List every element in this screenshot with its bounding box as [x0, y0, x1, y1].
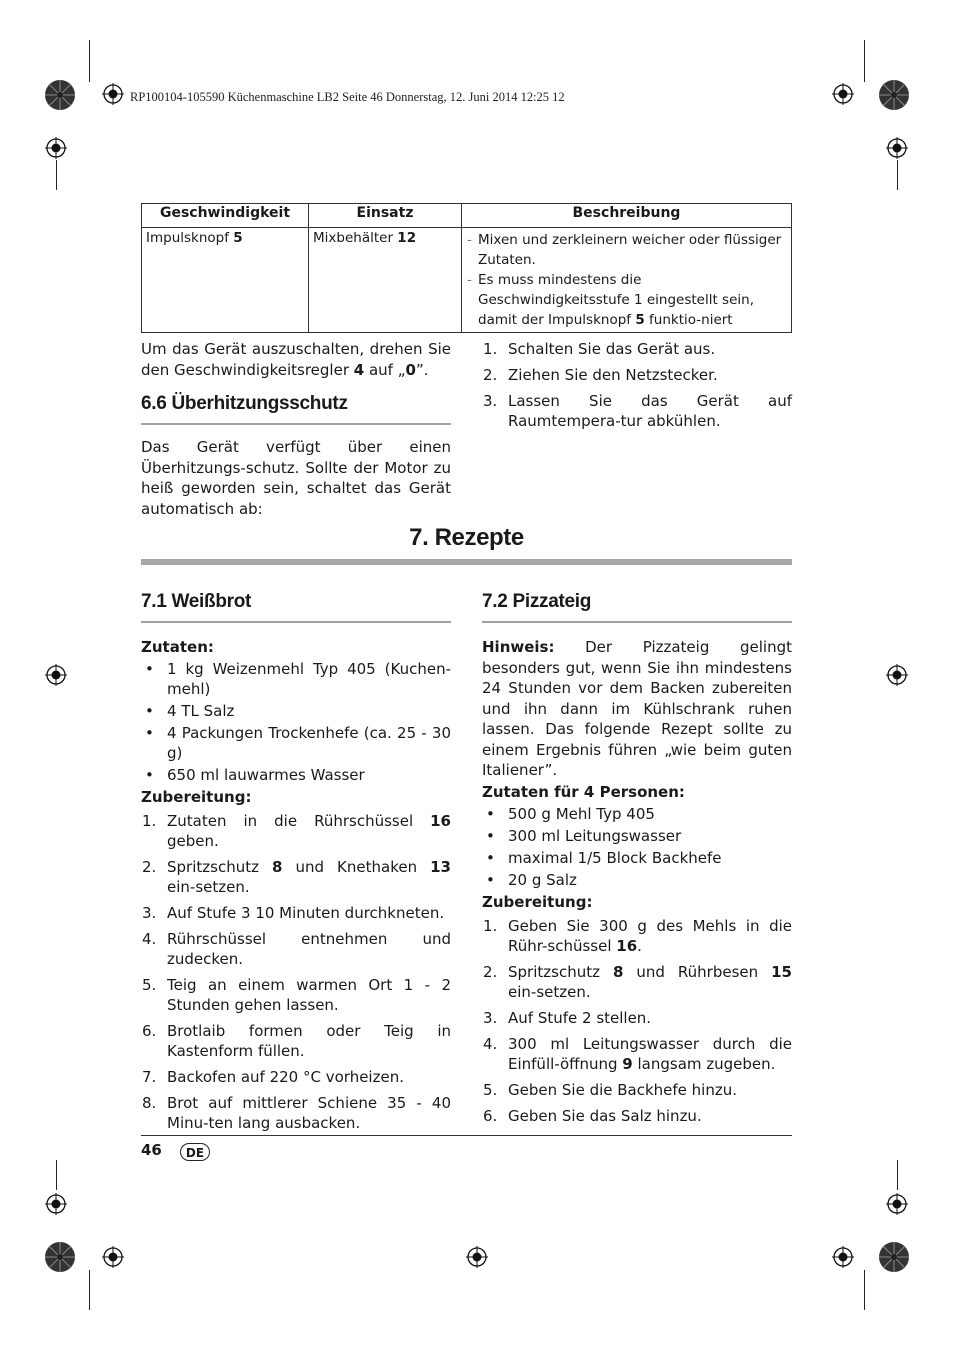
list-item: 5. Teig an einem warmen Ort 1 - 2 Stunden gehen lassen.: [142, 976, 451, 1014]
cell-insert: Mixbehälter 12: [309, 228, 462, 333]
color-wheel-icon: [44, 79, 76, 111]
cell-speed: Impulsknopf 5: [142, 228, 309, 333]
list-item: • 4 Packungen Trockenhefe (ca. 25 - 30 g): [141, 723, 451, 763]
list-item: 2. Spritzschutz 8 und Rührbesen 15 ein-setzen.: [483, 962, 792, 1001]
section-divider: [482, 621, 792, 623]
list-item: 5. Geben Sie die Backhefe hinzu.: [483, 1080, 738, 1099]
list-item: 2. Spritzschutz 8 und Knethaken 13 ein-setzen.: [142, 858, 451, 896]
zutaten-list: [482, 804, 792, 890]
crop-mark: [89, 1270, 90, 1310]
cell-description: [462, 228, 792, 333]
list-item: • maximal 1/5 Block Backhefe: [482, 848, 792, 868]
zubereitung-steps: [482, 916, 792, 1126]
list-item: • 500 g Mehl Typ 405: [482, 804, 792, 824]
page-number: 46: [141, 1141, 162, 1159]
header-speed: Geschwindigkeit: [142, 204, 309, 228]
header-insert: Einsatz: [309, 204, 462, 228]
color-wheel-icon: [878, 1241, 910, 1273]
registration-mark-icon: [832, 1246, 854, 1268]
table-row: [142, 228, 792, 333]
registration-mark-icon: [45, 137, 67, 159]
registration-mark-icon: [832, 83, 854, 105]
chapter-title: 7. Rezepte: [409, 524, 524, 551]
list-item: 2. Ziehen Sie den Netzstecker.: [483, 366, 718, 384]
section-title-7-1: 7.1 Weißbrot: [141, 591, 252, 612]
registration-mark-icon: [886, 137, 908, 159]
crop-mark: [56, 160, 57, 190]
zutaten-list: [141, 659, 451, 785]
pizzateig-content: [482, 637, 792, 1132]
section-divider: [141, 423, 451, 425]
list-item: 1. Geben Sie 300 g des Mehls in die Rühr-schüssel 16.: [483, 916, 792, 955]
registration-mark-icon: [886, 1193, 908, 1215]
list-item: 7. Backofen auf 220 °C vorheizen.: [142, 1068, 404, 1086]
header-description: Beschreibung: [462, 204, 792, 228]
section-title-6-6: 6.6 Überhitzungsschutz: [141, 393, 348, 414]
speed-table: [141, 203, 792, 333]
registration-mark-icon: [45, 1193, 67, 1215]
crop-mark: [897, 160, 898, 190]
list-item: • 4 TL Salz: [141, 701, 451, 721]
list-item: • 20 g Salz: [482, 870, 792, 890]
list-item: • 650 ml lauwarmes Wasser: [141, 765, 451, 785]
hinweis-paragraph: Hinweis: Der Pizzateig gelingt besonders gut, wenn Sie ihn mindestens 24 Stunden vor dem Backen zubereiten und ihn dann im Kühlschrank ruhen lassen. Das folgende Rezept sollte zu einem Ergebnis führen „wie beim guten Italiener”.: [482, 638, 792, 779]
zubereitung-label: Zubereitung:: [141, 788, 252, 806]
zubereitung-steps: [141, 811, 451, 1133]
list-item: 3. Auf Stufe 2 stellen.: [483, 1008, 652, 1027]
crop-mark: [864, 40, 865, 82]
zubereitung-label: Zubereitung:: [482, 892, 593, 911]
weissbrot-content: [141, 637, 451, 1139]
registration-mark-icon: [466, 1246, 488, 1268]
overheat-paragraph: Das Gerät verfügt über einen Überhitzungs-schutz. Sollte der Motor zu heiß geworden sein, schaltet das Gerät automatisch ab:: [141, 438, 451, 518]
list-item: • 1 kg Weizenmehl Typ 405 (Kuchen-mehl): [141, 659, 451, 699]
list-item: - Es muss mindestens die Geschwindigkeitsstufe 1 eingestellt sein, damit der Impulsknopf 5 funktio-niert: [466, 270, 787, 330]
switch-off-paragraph: Um das Gerät auszuschalten, drehen Sie den Geschwindigkeitsregler 4 auf „0”.: [141, 340, 451, 379]
language-badge: DE: [180, 1143, 210, 1161]
chapter-divider: [141, 559, 792, 565]
color-wheel-icon: [44, 1241, 76, 1273]
section-divider: [141, 621, 451, 623]
registration-mark-icon: [102, 83, 124, 105]
overheat-steps: [482, 339, 792, 437]
crop-mark: [56, 1160, 57, 1190]
list-item: 4. Rührschüssel entnehmen und zudecken.: [142, 930, 451, 968]
list-item: 6. Brotlaib formen oder Teig in Kastenform füllen.: [142, 1022, 451, 1060]
print-slug-line: RP100104-105590 Küchenmaschine LB2 Seite 46 Donnerstag, 12. Juni 2014 12:25 12: [130, 90, 565, 104]
list-item: 3. Auf Stufe 3 10 Minuten durchkneten.: [142, 904, 445, 922]
registration-mark-icon: [45, 664, 67, 686]
crop-mark: [864, 1270, 865, 1310]
zutaten-label: Zutaten:: [141, 638, 214, 656]
color-wheel-icon: [878, 79, 910, 111]
crop-mark: [89, 40, 90, 82]
list-item: - Mixen und zerkleinern weicher oder flüssiger Zutaten.: [466, 230, 787, 270]
list-item: 8. Brot auf mittlerer Schiene 35 - 40 Minu-ten lang ausbacken.: [142, 1094, 451, 1132]
list-item: 1. Schalten Sie das Gerät aus.: [483, 340, 716, 358]
zutaten-label: Zutaten für 4 Personen:: [482, 782, 685, 801]
list-item: 6. Geben Sie das Salz hinzu.: [483, 1106, 702, 1125]
footer-divider: [141, 1135, 792, 1136]
list-item: 1. Zutaten in die Rührschüssel 16 geben.: [142, 812, 451, 850]
crop-mark: [897, 1160, 898, 1190]
list-item: • 300 ml Leitungswasser: [482, 826, 792, 846]
section-title-7-2: 7.2 Pizzateig: [482, 591, 592, 612]
registration-mark-icon: [886, 664, 908, 686]
list-item: 4. 300 ml Leitungswasser durch die Einfüll-öffnung 9 langsam zugeben.: [483, 1034, 792, 1073]
registration-mark-icon: [102, 1246, 124, 1268]
list-item: 3. Lassen Sie das Gerät auf Raumtempera-tur abkühlen.: [483, 392, 792, 430]
